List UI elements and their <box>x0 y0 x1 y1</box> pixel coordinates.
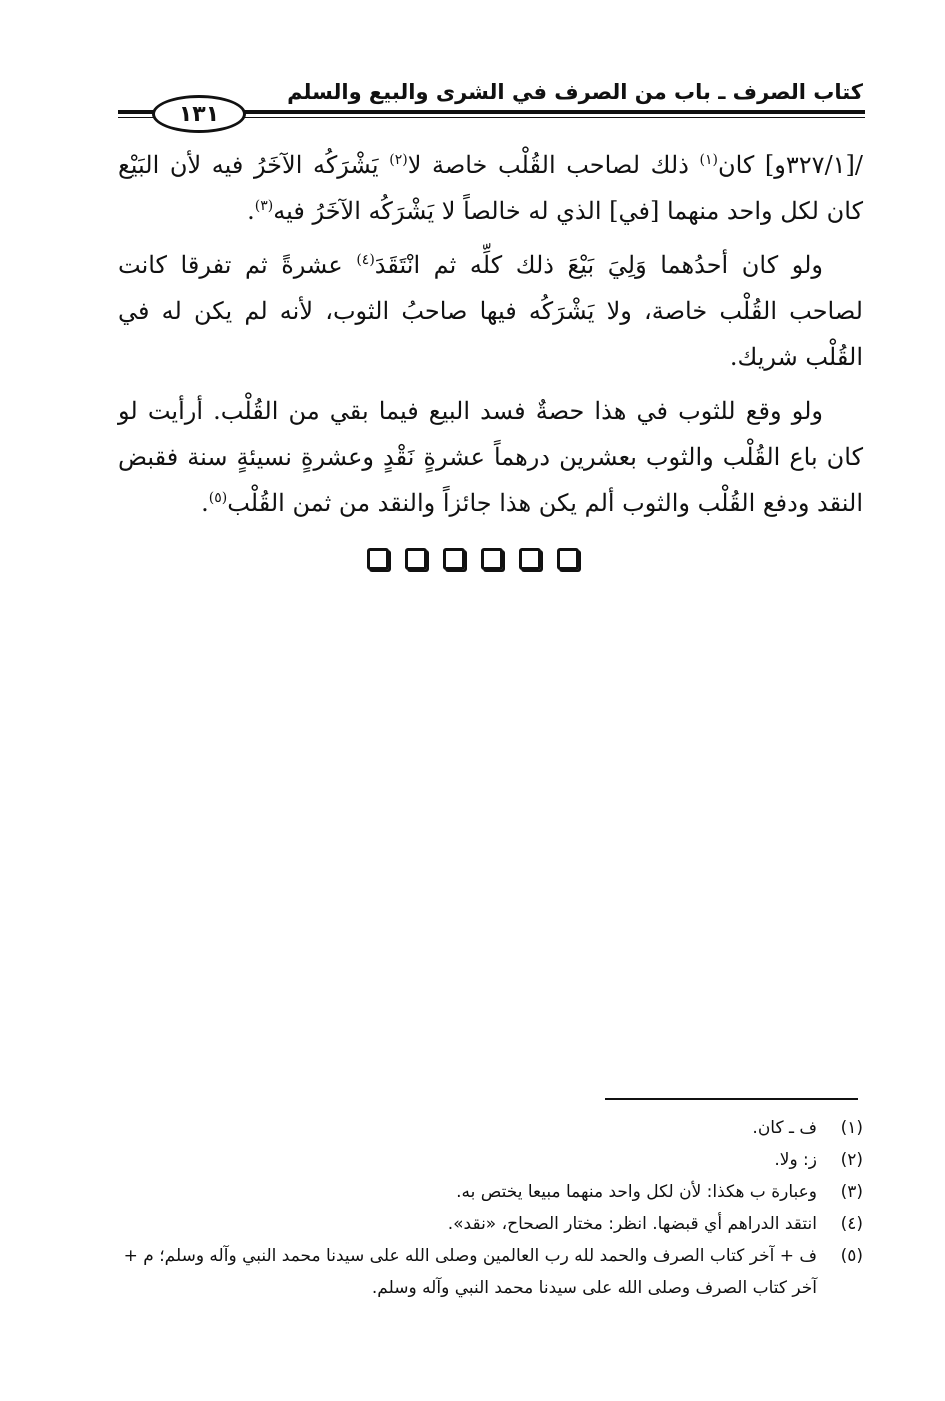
footnote-ref-3[interactable]: (٣) <box>254 198 274 214</box>
footnote-item <box>108 1240 863 1304</box>
footnote-item <box>108 1176 863 1208</box>
ornament-square-icon <box>443 548 465 570</box>
paragraph-2 <box>118 242 863 380</box>
footnote-number: (٤) <box>840 1214 863 1234</box>
paragraph-1-text-a: /[٣٢٧/١و] كان <box>717 151 863 179</box>
ornament-square-icon <box>367 548 389 570</box>
footnote-text: انتقد الدراهم أي قبضها. انظر: مختار الصحاح، «نقد». <box>447 1214 817 1234</box>
paragraph-1-text-d: . <box>247 197 255 225</box>
paragraph-2-text-a: ولو كان أحدُهما وَلِيَ بَيْعَ ذلك كلِّه ثم انْتَقَدَ <box>374 251 823 279</box>
footnote-item <box>108 1144 863 1176</box>
footnote-ref-1[interactable]: (١) <box>699 152 718 168</box>
footnote-ref-5[interactable]: (٥) <box>208 490 228 506</box>
running-header-title: كتاب الصرف ـ باب من الصرف في الشرى والبيع والسلم <box>287 80 863 104</box>
paragraph-1-text-b: ذلك لصاحب القُلْب خاصة لا <box>407 151 700 179</box>
main-text <box>118 142 863 534</box>
paragraph-3 <box>118 388 863 526</box>
footnote-separator <box>605 1098 858 1100</box>
footnote-number: (١) <box>840 1118 863 1138</box>
footnote-text: ف ـ كان. <box>752 1118 817 1138</box>
section-end-ornament <box>0 548 945 570</box>
ornament-square-icon <box>519 548 541 570</box>
paragraph-1-text-c: يَشْرَكُه الآخَرُ فيه لأن البَيْع كان لكل واحد منهما [في] الذي له خالصاً لا يَشْرَكُه الآخَرُ فيه <box>118 151 863 225</box>
footnote-text: ف + آخر كتاب الصرف والحمد لله رب العالمين وصلى الله على سيدنا محمد النبي وآله وسلم؛ م + آخر كتاب الصرف وصلى الله على سيدنا محمد النبي وآله وسلم. <box>123 1246 817 1298</box>
ornament-square-icon <box>405 548 427 570</box>
footnote-number: (٢) <box>840 1150 863 1170</box>
footnotes <box>108 1112 863 1304</box>
paragraph-3-text-b: . <box>201 489 209 517</box>
paragraph-3-text-a: ولو وقع للثوب في هذا حصةٌ فسد البيع فيما بقي من القُلْب. أرأيت لو كان باع القُلْب والثوب بعشرين درهماً عشرةٍ نَقْدٍ وعشرةٍ نسيئةٍ سنة فقبض النقد ودفع القُلْب والثوب ألم يكن هذا جائزاً والنقد من ثمن القُلْب <box>118 397 863 517</box>
footnote-item <box>108 1208 863 1240</box>
footnote-ref-2[interactable]: (٢) <box>389 152 408 168</box>
page-number-badge <box>152 95 246 133</box>
ornament-square-icon <box>557 548 579 570</box>
footnote-ref-4[interactable]: (٤) <box>356 252 375 268</box>
ornament-square-icon <box>481 548 503 570</box>
footnote-number: (٣) <box>840 1182 863 1202</box>
footnote-text: وعبارة ب هكذا: لأن لكل واحد منهما مبيعا يختص به. <box>456 1182 817 1202</box>
footnote-item <box>108 1112 863 1144</box>
paragraph-2-text-b: عشرةً ثم تفرقا كانت لصاحب القُلْب خاصة، ولا يَشْرَكُه فيها صاحبُ الثوب، لأنه لم يكن له في القُلْب شريك. <box>118 251 863 371</box>
footnote-number: (٥) <box>840 1246 863 1266</box>
page-number: ١٣١ <box>178 101 220 127</box>
paragraph-1 <box>118 142 863 234</box>
footnote-text: ز: ولا. <box>774 1150 817 1170</box>
